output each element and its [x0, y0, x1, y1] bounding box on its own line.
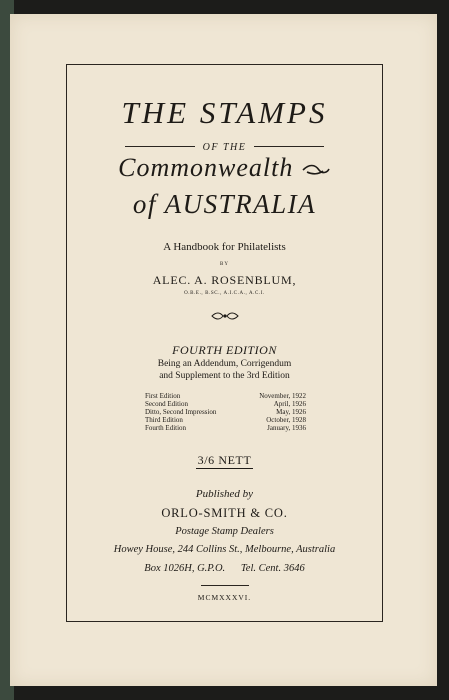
edition-history-list [145, 392, 306, 432]
by-label: BY [220, 262, 229, 267]
title-rule-right [254, 146, 324, 147]
price-label [67, 453, 382, 468]
price-text: 3/6 NETT [197, 453, 252, 467]
edition-name: Ditto, Second Impression [145, 408, 217, 416]
flourish-icon [301, 163, 331, 177]
title-page [10, 14, 437, 686]
title-line-1: THE STAMPS [121, 95, 328, 130]
publisher-name: ORLO-SMITH & CO. [161, 506, 288, 520]
title-line-3 [67, 153, 382, 183]
title-line-4: of AUSTRALIA [132, 189, 317, 219]
edition-date: October, 1928 [266, 416, 306, 424]
author-degrees: O.B.E., B.SC., A.I.C.A., A.C.I. [184, 291, 265, 296]
title-line-2-row [67, 137, 382, 151]
publisher-description: Postage Stamp Dealers [175, 526, 274, 537]
author-name: ALEC. A. ROSENBLUM, [152, 273, 297, 287]
edition-date: April, 1926 [273, 400, 306, 408]
edition-row [145, 416, 306, 424]
edition-row [145, 392, 306, 400]
title-rule-left [125, 146, 195, 147]
publisher-address: Howey House, 244 Collins St., Melbourne, Australia [113, 544, 336, 555]
page-border-frame [66, 64, 383, 622]
edition-description-line: Being an Addendum, Corrigendum [157, 359, 292, 369]
edition-date: January, 1936 [267, 424, 306, 432]
published-by-label: Published by [195, 488, 254, 500]
title-line-2: OF THE [202, 142, 247, 153]
edition-row [145, 408, 306, 416]
ornament-icon [67, 309, 382, 321]
edition-row [145, 400, 306, 408]
publisher-box-phone: Box 1026H, G.P.O. Tel. Cent. 3646 [144, 563, 305, 574]
edition-name: Fourth Edition [145, 424, 187, 432]
edition-name: Second Edition [145, 400, 188, 408]
year-divider [201, 585, 249, 586]
edition-date: May, 1926 [276, 408, 306, 416]
publication-year: MCMXXXVI. [197, 593, 252, 602]
edition-description-line: and Supplement to the 3rd Edition [159, 371, 290, 381]
edition-heading: FOURTH EDITION [172, 343, 277, 357]
edition-date: November, 1922 [259, 392, 306, 400]
edition-row [145, 424, 306, 432]
edition-name: First Edition [145, 392, 181, 400]
title-line-3-text: Commonwealth [118, 153, 294, 182]
edition-name: Third Edition [145, 416, 183, 424]
subtitle: A Handbook for Philatelists [163, 241, 286, 253]
